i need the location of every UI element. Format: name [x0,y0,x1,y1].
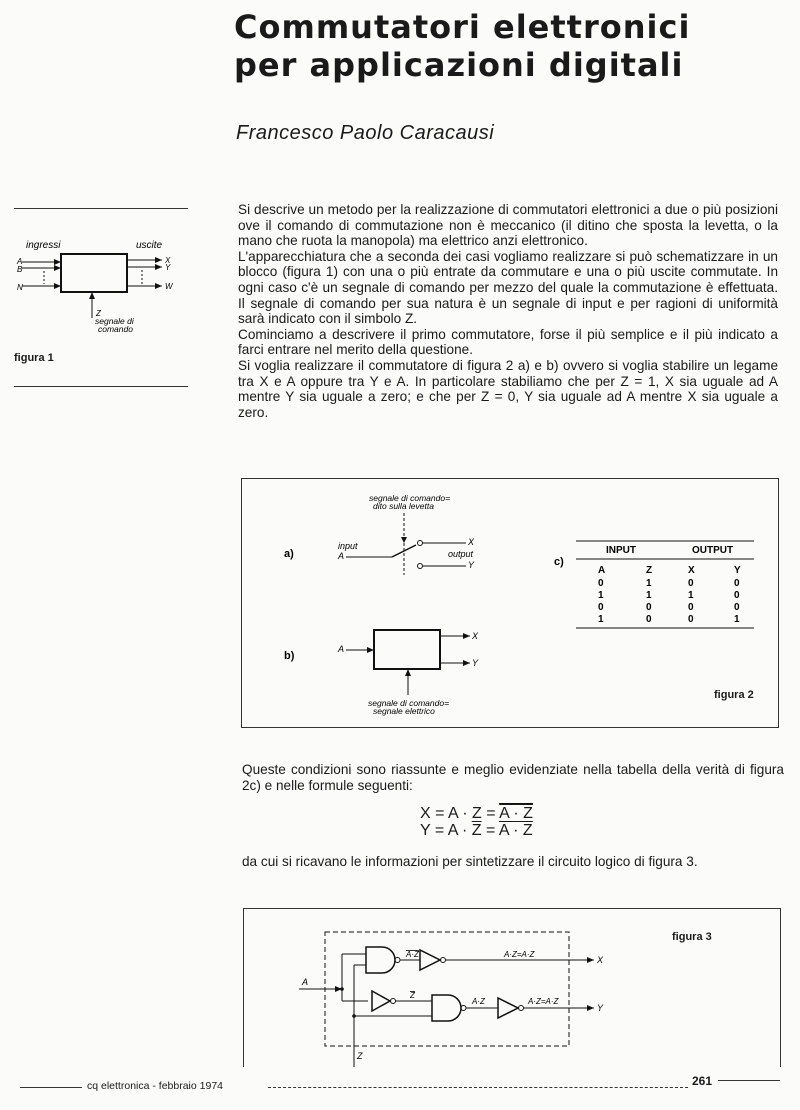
figure-1-diagram [14,232,194,347]
title-line-1: Commutatori elettronici [234,8,691,46]
figure-2-caption: figura 2 [714,689,754,701]
fig2-label-c: c) [554,556,564,568]
fig2-x-top: X [468,537,475,547]
fig2-a-top: A [338,551,345,561]
truth-table-cell: 1 [598,614,604,625]
fig2-output: output [448,549,474,559]
formula-y-right-z: Z [522,822,533,839]
fig3-zbar: Z [410,991,415,1000]
article-title [234,8,794,84]
formula-x-left: X = A · Z = [420,805,500,822]
fig2-cmd-bot-2: segnale elettrico [373,706,435,716]
truth-table-header: Z [646,565,653,576]
fig2-table-output: OUTPUT [692,545,734,556]
truth-table-cell: 1 [688,590,694,601]
fig2-input: input [338,541,358,551]
truth-table-cell: 0 [734,578,740,589]
fig2-cmd-bot-1: segnale di comando= [368,698,450,708]
paragraph: Queste condizioni sono riassunte e meglio evidenziate nella tabella della verità di figura 2c) e nelle formule seguenti: [242,762,784,793]
truth-table-cell: 0 [598,578,604,589]
footer-rule-right [718,1080,780,1081]
fig3-az-out: A·Z=A·Z [504,950,535,959]
fig3-y: Y [597,1003,604,1013]
truth-table-cell: 1 [646,578,652,589]
paragraph: Si voglia realizzare il commutatore di figura 2 a) e b) ovvero si voglia stabilire un legame tra X e A oppure tra Y e A. In particolare stabiliamo che per Z = 1, X sia uguale ad A mentre Y sia uguale a zero; e che per Z = 0, Y sia uguale ad A mentre X sia uguale a zero. [238,357,778,420]
truth-table-cell: 1 [734,614,740,625]
truth-table-header: X [688,565,695,576]
fig2-y-bot: Y [472,658,479,668]
fig1-out-y: Y [165,263,171,272]
formula-x-right: A · Z [499,805,533,822]
fig3-azbar-out: A·Z=A·Z [528,997,559,1006]
truth-table-cell: 0 [688,602,694,613]
truth-table-cell: 1 [646,590,652,601]
formula-y-right-a: A · [498,822,523,839]
fig2-a-bot: A [338,644,345,654]
formula-x [420,805,533,822]
fig1-comando: comando [98,324,133,334]
fig1-ingressi: ingressi [26,240,61,251]
truth-table-cell: 0 [688,578,694,589]
divider [14,386,188,387]
fig3-a: A [302,977,309,987]
truth-table-cell: 0 [646,614,652,625]
figure-2-frame [241,478,779,728]
fig2-label-b: b) [284,650,295,662]
formula-y-zbar: $\overline{Z}$ [471,822,482,839]
fig1-segnale: segnale di [95,316,134,326]
paragraph: Si descrive un metodo per la realizzazione di commutatori elettronici a due o più posizioni ove il comando di commutazione non è meccanico (il ditino che sposta la levetta, o la mano che ruota la manopola) ma elettrico anzi elettronico. [238,202,778,249]
fig2-label-a: a) [284,548,294,560]
truth-table-cell: 0 [734,590,740,601]
paragraph: L'apparecchiatura che a seconda dei casi vogliamo realizzare si può schematizzare in un blocco (figura 1) con una o più entrate da commutare e una o più uscite commutate. In ogni caso c'è un segnale di comando per mezzo del quale la commutazione è effettuata. Il segnale di comando per sua natura è un segnale di input e per ragioni di uniformità sarà indicato con il simbolo Z. [238,248,778,327]
footer-rule-left [20,1087,82,1088]
intro-text [238,202,778,420]
fig3-x: X [597,955,604,965]
fig1-in-a: A [17,257,23,266]
truth-table-cell: 0 [598,602,604,613]
truth-table [598,565,741,625]
fig3-azbar: A·Z [472,997,485,1006]
paragraph: Cominciamo a descrivere il primo commutatore, forse il più semplice e il più indicato a farci entrare nel merito della questione. [238,326,778,358]
formula-y-left: Y = A · [420,822,472,839]
truth-table-header: A [598,565,606,576]
fig2-x-bot: X [472,631,479,641]
fig1-in-n: N [17,283,23,292]
fig1-out-w: W [165,282,173,291]
figure-3-frame [243,908,781,1067]
fig3-az: A·Z [406,950,419,959]
fig1-z: Z [96,309,101,318]
author: Francesco Paolo Caracausi [236,122,495,144]
page-number: 261 [692,1074,713,1088]
fig1-in-b: B [17,265,23,274]
truth-table-cell: 1 [598,590,604,601]
fig2-y-top: Y [468,560,475,570]
divider [14,208,188,209]
paragraph: da cui si ricavano le informazioni per sintetizzare il circuito logico di figura 3. [242,854,698,869]
formula-y-right [499,822,533,839]
figure-1-caption: figura 1 [14,352,54,364]
footer-rule-middle [268,1087,688,1088]
truth-table-cell: 0 [646,602,652,613]
formulas [420,805,533,839]
figure-3-caption: figura 3 [672,931,712,943]
footer-publication: cq elettronica - febbraio 1974 [87,1080,224,1092]
truth-table-cell: 0 [734,602,740,613]
fig2-table-input: INPUT [606,545,636,556]
fig2-cmd-top-1: segnale di comando= [369,493,451,503]
truth-table-header: Y [734,565,741,576]
figure-2-diagram [242,479,778,727]
fig3-z: Z [357,1051,363,1061]
fig1-uscite: uscite [136,240,163,251]
title-line-2: per applicazioni digitali [234,46,684,84]
truth-table-cell: 0 [688,614,694,625]
formula-y-eq: = [481,822,499,839]
fig2-cmd-top-2: dito sulla levetta [373,501,434,511]
formula-y [420,822,533,839]
fig1-out-x: X [165,256,171,265]
